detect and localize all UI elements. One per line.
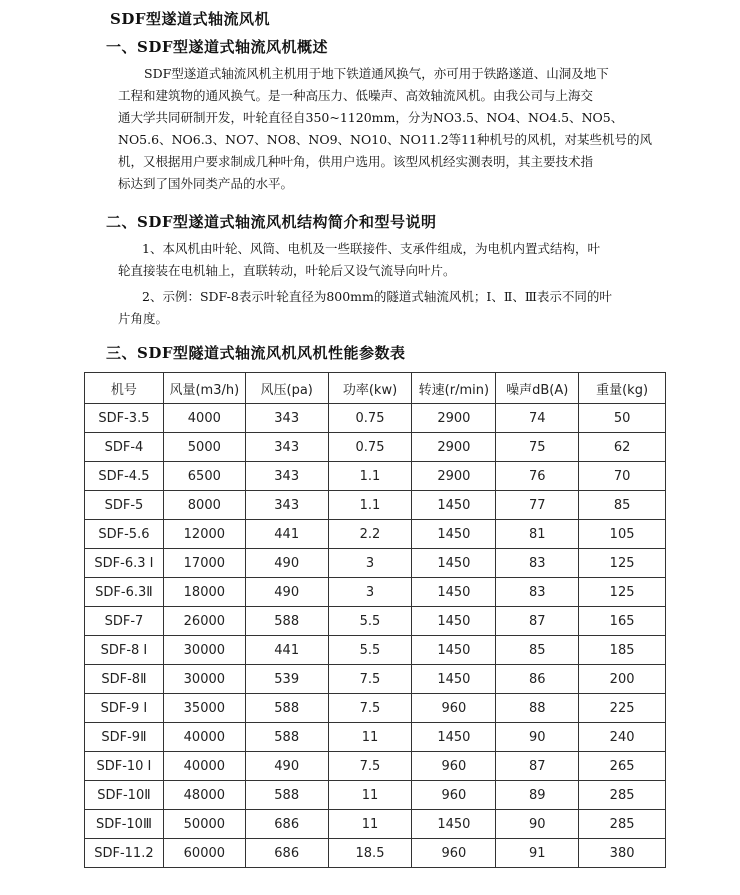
cell-noise: 90 [496,810,579,839]
cell-power: 0.75 [328,433,412,462]
cell-speed: 1450 [412,491,496,520]
cell-power: 7.5 [328,665,412,694]
paragraph-line: 通大学共同研制开发，叶轮直径自350~1120mm，分为NO3.5、NO4、NO4.5、NO5、 [118,110,624,125]
cell-weight: 225 [579,694,666,723]
cell-noise: 83 [496,549,579,578]
paragraph-line: SDF型遂道式轴流风机主机用于地下铁道通风换气，亦可用于铁路遂道、山洞及地下 [144,66,609,81]
table-row [85,520,666,549]
cell-model: SDF-4.5 [85,462,164,491]
cell-pressure: 539 [245,665,328,694]
table-row [85,694,666,723]
table-row [85,491,666,520]
cell-noise: 90 [496,723,579,752]
cell-airflow: 6500 [163,462,245,491]
cell-speed: 960 [412,694,496,723]
cell-pressure: 441 [245,636,328,665]
cell-power: 5.5 [328,636,412,665]
cell-speed: 960 [412,839,496,868]
cell-airflow: 35000 [163,694,245,723]
cell-noise: 91 [496,839,579,868]
paragraph-line: 2、示例：SDF-8表示叶轮直径为800mm的隧道式轴流风机；Ⅰ、Ⅱ、Ⅲ表示不同的叶 [142,289,612,304]
cell-pressure: 343 [245,433,328,462]
cell-noise: 89 [496,781,579,810]
table-body [85,404,666,868]
cell-pressure: 588 [245,694,328,723]
cell-noise: 87 [496,607,579,636]
overview-paragraph [118,63,653,195]
cell-pressure: 686 [245,839,328,868]
cell-power: 18.5 [328,839,412,868]
cell-airflow: 12000 [163,520,245,549]
cell-power: 3 [328,549,412,578]
cell-speed: 1450 [412,636,496,665]
cell-noise: 83 [496,578,579,607]
cell-noise: 85 [496,636,579,665]
section-heading-structure: 二、SDF型遂道式轴流风机结构简介和型号说明 [106,213,437,231]
cell-speed: 2900 [412,462,496,491]
cell-power: 5.5 [328,607,412,636]
cell-power: 11 [328,810,412,839]
cell-speed: 1450 [412,578,496,607]
cell-weight: 185 [579,636,666,665]
cell-airflow: 26000 [163,607,245,636]
cell-model: SDF-10Ⅲ [85,810,164,839]
paragraph-line: 工程和建筑物的通风换气。是一种高压力、低噪声、高效轴流风机。由我公司与上海交 [118,88,594,103]
cell-power: 11 [328,723,412,752]
table-row [85,578,666,607]
cell-airflow: 40000 [163,723,245,752]
cell-weight: 125 [579,578,666,607]
cell-pressure: 343 [245,404,328,433]
cell-noise: 76 [496,462,579,491]
cell-model: SDF-5.6 [85,520,164,549]
cell-speed: 1450 [412,520,496,549]
header-power: 功率(kw) [328,373,412,404]
cell-airflow: 18000 [163,578,245,607]
cell-power: 7.5 [328,752,412,781]
paragraph-line: NO5.6、NO6.3、NO7、NO8、NO9、NO10、NO11.2等11种机号的风机，对某些机号的风 [118,132,653,147]
cell-speed: 960 [412,752,496,781]
paragraph-line: 机，又根据用户要求制成几种叶角，供用户选用。该型风机经实测表明，其主要技术指 [118,154,594,169]
cell-noise: 77 [496,491,579,520]
cell-speed: 1450 [412,549,496,578]
cell-pressure: 588 [245,607,328,636]
cell-airflow: 30000 [163,665,245,694]
cell-power: 11 [328,781,412,810]
header-speed: 转速(r/min) [412,373,496,404]
cell-model: SDF-10Ⅱ [85,781,164,810]
document-title: SDF型遂道式轴流风机 [110,10,270,28]
cell-weight: 62 [579,433,666,462]
cell-noise: 75 [496,433,579,462]
cell-model: SDF-11.2 [85,839,164,868]
header-weight: 重量(kg) [579,373,666,404]
cell-model: SDF-5 [85,491,164,520]
cell-power: 1.1 [328,462,412,491]
cell-noise: 88 [496,694,579,723]
cell-airflow: 4000 [163,404,245,433]
cell-power: 7.5 [328,694,412,723]
cell-model: SDF-8 Ⅰ [85,636,164,665]
cell-airflow: 40000 [163,752,245,781]
cell-airflow: 8000 [163,491,245,520]
cell-pressure: 686 [245,810,328,839]
cell-power: 0.75 [328,404,412,433]
cell-noise: 86 [496,665,579,694]
performance-table [84,372,666,868]
cell-pressure: 588 [245,723,328,752]
cell-speed: 1450 [412,810,496,839]
cell-model: SDF-6.3Ⅱ [85,578,164,607]
table-row [85,636,666,665]
section-heading-overview: 一、SDF型遂道式轴流风机概述 [106,38,328,56]
table-row [85,665,666,694]
header-airflow: 风量(m3/h) [163,373,245,404]
cell-model: SDF-9Ⅱ [85,723,164,752]
cell-weight: 380 [579,839,666,868]
header-pressure: 风压(pa) [245,373,328,404]
section-heading-performance-table: 三、SDF型隧道式轴流风机风机性能参数表 [106,344,406,362]
header-model: 机号 [85,373,164,404]
cell-pressure: 490 [245,549,328,578]
cell-pressure: 441 [245,520,328,549]
cell-pressure: 490 [245,578,328,607]
cell-model: SDF-8Ⅱ [85,665,164,694]
cell-airflow: 60000 [163,839,245,868]
cell-model: SDF-3.5 [85,404,164,433]
cell-pressure: 343 [245,491,328,520]
cell-speed: 2900 [412,404,496,433]
cell-weight: 285 [579,781,666,810]
cell-airflow: 48000 [163,781,245,810]
cell-airflow: 50000 [163,810,245,839]
paragraph-line: 轮直接装在电机轴上，直联转动，叶轮后又设气流导向叶片。 [118,263,456,278]
paragraph-line: 标达到了国外同类产品的水平。 [118,176,294,191]
table-row [85,781,666,810]
cell-pressure: 343 [245,462,328,491]
cell-power: 2.2 [328,520,412,549]
table-row [85,549,666,578]
cell-power: 3 [328,578,412,607]
cell-noise: 87 [496,752,579,781]
cell-speed: 2900 [412,433,496,462]
table-row [85,839,666,868]
cell-weight: 50 [579,404,666,433]
cell-speed: 1450 [412,723,496,752]
cell-weight: 200 [579,665,666,694]
cell-model: SDF-10 Ⅰ [85,752,164,781]
table-header-row [85,373,666,404]
cell-weight: 265 [579,752,666,781]
cell-pressure: 490 [245,752,328,781]
paragraph-line: 片角度。 [118,311,169,326]
cell-weight: 240 [579,723,666,752]
table-row [85,433,666,462]
cell-weight: 85 [579,491,666,520]
header-noise: 噪声dB(A) [496,373,579,404]
table-row [85,404,666,433]
cell-model: SDF-7 [85,607,164,636]
cell-noise: 81 [496,520,579,549]
cell-model: SDF-4 [85,433,164,462]
cell-airflow: 5000 [163,433,245,462]
cell-power: 1.1 [328,491,412,520]
table-row [85,462,666,491]
structure-paragraph [118,238,648,330]
cell-pressure: 588 [245,781,328,810]
cell-airflow: 30000 [163,636,245,665]
cell-airflow: 17000 [163,549,245,578]
table-row [85,723,666,752]
cell-speed: 960 [412,781,496,810]
paragraph-line: 1、本风机由叶轮、风筒、电机及一些联接件、支承件组成，为电机内置式结构，叶 [142,241,600,256]
table-row [85,810,666,839]
table-row [85,752,666,781]
cell-speed: 1450 [412,665,496,694]
cell-speed: 1450 [412,607,496,636]
cell-model: SDF-9 Ⅰ [85,694,164,723]
cell-weight: 125 [579,549,666,578]
table-row [85,607,666,636]
cell-weight: 105 [579,520,666,549]
cell-noise: 74 [496,404,579,433]
cell-weight: 285 [579,810,666,839]
cell-weight: 165 [579,607,666,636]
cell-weight: 70 [579,462,666,491]
cell-model: SDF-6.3 Ⅰ [85,549,164,578]
